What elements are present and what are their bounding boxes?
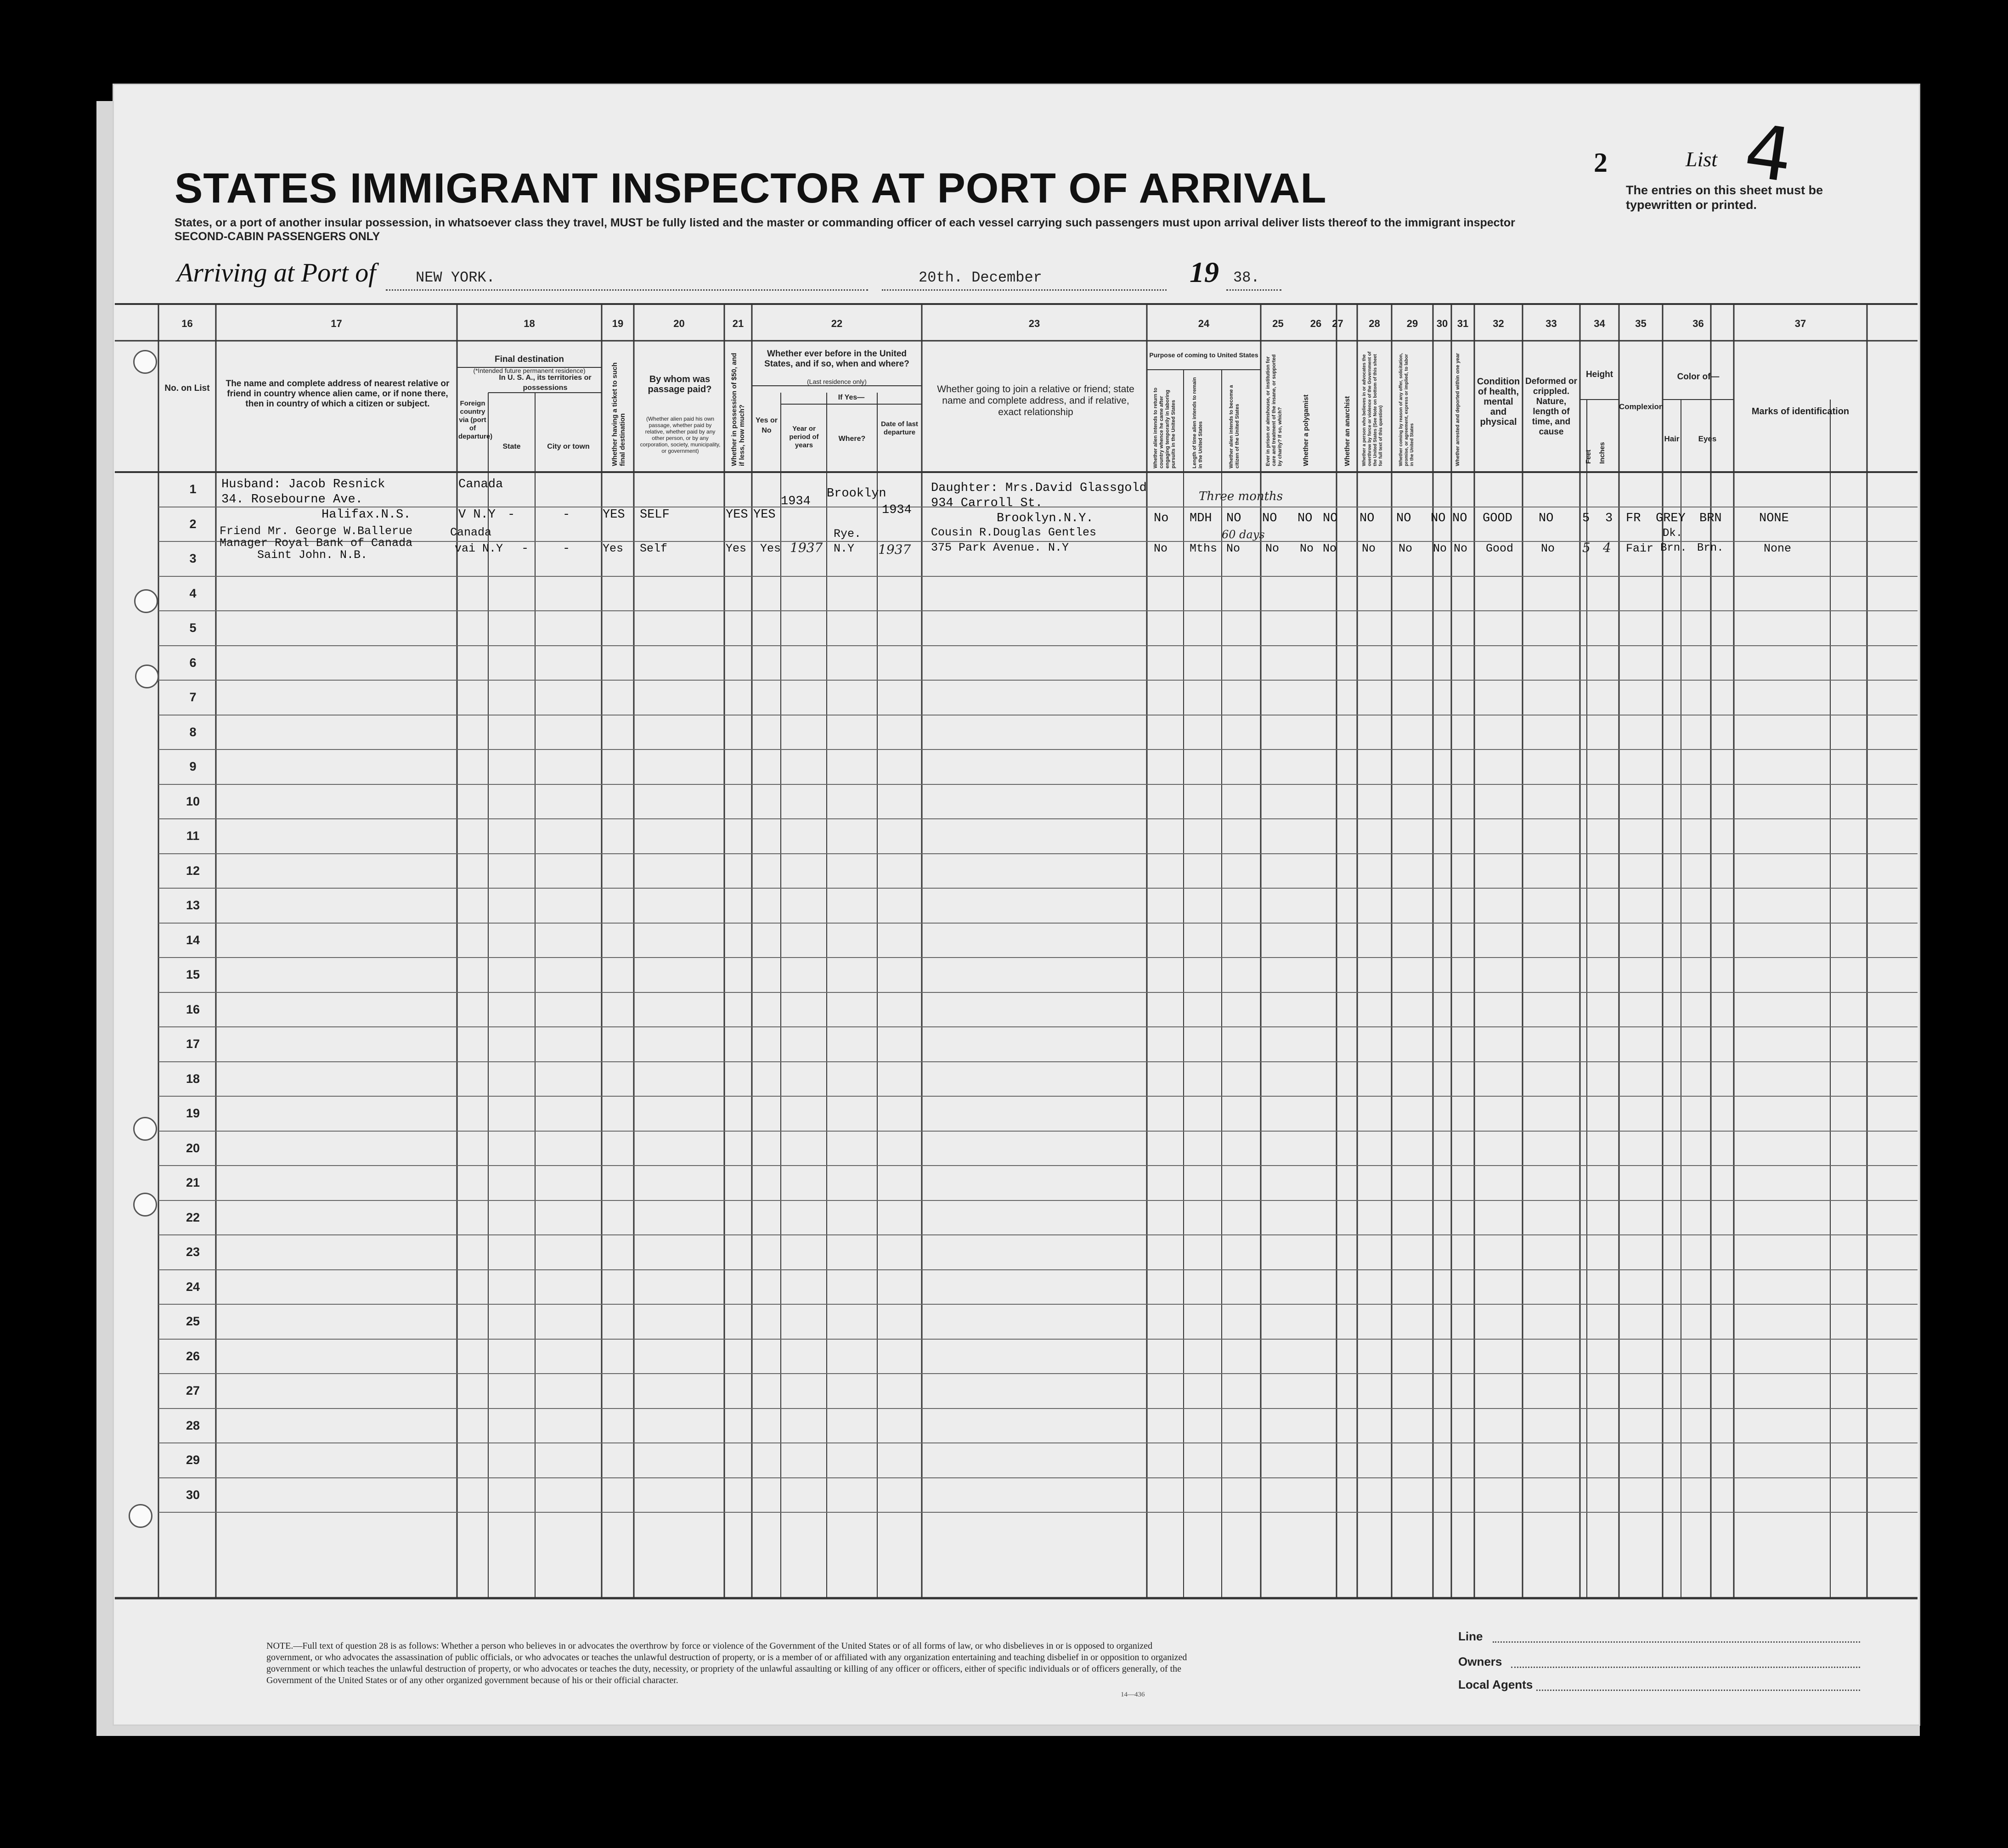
row1-polygamist: NO [1297, 512, 1313, 525]
row1-joining-line3: Brooklyn.N.Y. [997, 512, 1094, 525]
row1-anarchist: NO [1323, 512, 1338, 525]
header-date-departure: Date of last departure [881, 420, 918, 436]
row1-length: MDH [1190, 512, 1212, 525]
row-number: 19 [186, 1106, 200, 1120]
binder-hole [135, 665, 159, 688]
header-p24a: Whether alien intends to return to country whence he came after engaging temporarily in laboring pursuits in the United States [1153, 387, 1176, 468]
header-p24b: Length of time alien intends to remain in the United States [1192, 377, 1203, 468]
header-inches: Inches [1598, 442, 1606, 464]
header-anarchist: Whether an anarchist [1343, 396, 1351, 466]
row2-q29: No [1399, 542, 1413, 555]
row2-joining-line2: 375 Park Avenue. N.Y [931, 541, 1069, 554]
arriving-label: Arriving at Port of [177, 258, 376, 287]
row1-ticket: YES [603, 508, 625, 522]
row2-city: - [563, 542, 570, 556]
row1-joining-line1: Daughter: Mrs.David Glassgold [931, 481, 1147, 495]
row1-q31: NO [1452, 512, 1467, 525]
list-number: 4 [1739, 107, 1798, 199]
row2-return: No [1154, 542, 1168, 555]
row-number: 23 [186, 1245, 200, 1259]
row2-departed: 1937 [878, 542, 911, 557]
subtitle-line-1: States, or a port of another insular possession, in whatsoever class they travel, MUST be fully listed and the master or commanding officer of each vessel carrying such passengers must upon arrival deliver lists thereof to the immigrant inspector [175, 216, 1515, 229]
row2-eyes: Brn. [1697, 542, 1724, 554]
header-joining: Whether going to join a relative or friend; state name and complete address, and if relative, exact relationship [937, 384, 1134, 417]
header-relative: The name and complete address of nearest relative or friend in country whence alien came, or if none there, then in country of which a citizen or subject. [226, 379, 450, 409]
row2-money: Yes [726, 542, 747, 555]
row-number: 8 [189, 725, 197, 739]
row2-where-line2: N.Y [834, 542, 855, 555]
row1-city: - [563, 508, 570, 522]
header-year-period: Year or period of years [789, 425, 819, 449]
year-prefix: 19 [1190, 256, 1219, 288]
row2-q30: No [1433, 542, 1447, 555]
row-number: 29 [186, 1453, 200, 1467]
header-where: Where? [838, 435, 866, 443]
row1-complexion: FR [1626, 512, 1641, 525]
row-number: 18 [186, 1072, 200, 1086]
header-height: Height [1585, 370, 1613, 379]
colnum-17: 17 [331, 318, 342, 329]
colnum-36: 36 [1692, 318, 1704, 329]
list-label: List [1686, 147, 1718, 171]
row1-q30: NO [1431, 512, 1446, 525]
owners-field [1511, 1667, 1860, 1668]
question-28-note: NOTE.—Full text of question 28 is as follows: Whether a person who believes in or advocates the overthrow by force or violence of the Government of the United States or of all forms of law, or who disbelieves in or is opposed to organized government, or who advocates the assassination of public officials, or who advocates or teaches the unlawful destruction of property, or is a member of or affiliated with any organization entertaining and teaching disbelief in or opposition to organized government or which teaches the unlawful destruction of property, or who advocates or teaches the duty, necessity, or propriety of the unlawful assaulting or killing of any officer or officers, either of specific individuals or of officers generally, of the Government of the United States or of any other organized government because of his or their official character. [266, 1641, 1187, 1685]
row1-marks: NONE [1759, 512, 1789, 525]
row-number: 6 [189, 656, 197, 670]
row-number: 17 [186, 1037, 200, 1051]
row-number: 26 [186, 1349, 200, 1363]
colnum-20: 20 [673, 318, 685, 329]
row1-deformed: NO [1539, 512, 1554, 525]
row2-health: Good [1486, 542, 1514, 555]
row-number: 9 [189, 760, 197, 773]
row-number: 4 [189, 586, 197, 600]
row-number: 20 [186, 1141, 200, 1155]
header-q28: Whether a person who believes in or advocates the overthrow by force or violence of the Government of the United States (See Note on bottom of this sheet for full text of this question) [1362, 351, 1383, 466]
row2-marks: None [1764, 542, 1792, 555]
header-health: Condition of health, mental and physical [1477, 377, 1520, 427]
row2-state: - [521, 542, 529, 556]
row2-deformed: No [1541, 542, 1555, 555]
header-purpose: Purpose of coming to United States [1149, 351, 1258, 359]
header-deformed: Deformed or crippled. Nature, length of time, and cause [1525, 377, 1577, 437]
header-passage-note: (Whether alien paid his own passage, whether paid by relative, whether paid by any other person, or by any corporation, society, municipality, or government) [640, 416, 721, 454]
header-city: City or town [547, 443, 590, 451]
row2-ever-before: Yes [760, 542, 781, 555]
row-number: 16 [186, 1003, 200, 1016]
header-complexion: Complexion [1619, 402, 1664, 411]
row2-q28: No [1362, 542, 1376, 555]
row1-passage-paid: SELF [640, 508, 670, 522]
row1-relative-line1: Husband: Jacob Resnick [221, 478, 385, 491]
row1-departed: 1934 [882, 503, 912, 517]
row2-year: 1937 [790, 540, 823, 555]
row1-relative-line2: 34. Rosebourne Ave. [221, 493, 363, 507]
row-number: 2 [189, 517, 197, 531]
row1-prison: NO [1262, 512, 1277, 525]
colnum-18: 18 [524, 318, 535, 329]
colnum-32: 32 [1493, 318, 1504, 329]
colnum-34: 34 [1594, 318, 1605, 329]
row2-inches: 4 [1603, 540, 1611, 555]
colnum-37: 37 [1794, 318, 1806, 329]
header-ever-before: Whether ever before in the United States, and if so, when and where? [764, 349, 909, 369]
colnum-28: 28 [1369, 318, 1380, 329]
row2-length-note: 60 days [1222, 528, 1265, 541]
colnum-21: 21 [732, 318, 744, 329]
row-number: 25 [186, 1314, 200, 1328]
row2-passage-paid: Self [640, 542, 668, 555]
header-in-usa: In U. S. A., its territories or possessions [499, 374, 592, 392]
row-number: 10 [186, 794, 200, 808]
colnum-16: 16 [181, 318, 193, 329]
form-title: STATES IMMIGRANT INSPECTOR AT PORT OF ARRIVAL [175, 165, 1327, 212]
row1-feet: 5 [1582, 512, 1590, 525]
row2-where-line1: Rye. [834, 527, 862, 541]
colnum-25: 25 [1272, 318, 1284, 329]
colnum-35: 35 [1635, 318, 1647, 329]
line-field [1493, 1641, 1860, 1643]
row-number: 3 [189, 552, 197, 565]
colnum-29: 29 [1406, 318, 1418, 329]
row2-hair-line2: Brn. [1660, 542, 1687, 554]
binder-hole [133, 350, 157, 374]
row-number: 24 [186, 1280, 200, 1294]
header-polygamist: Whether a polygamist [1302, 394, 1310, 466]
header-foreign-country: Foreign country via (port of departure) [458, 400, 493, 440]
row2-relative-line3: Saint John. N.B. [257, 548, 368, 562]
colnum-30: 30 [1436, 318, 1448, 329]
row1-money: YES [726, 508, 748, 522]
row-number: 1 [189, 482, 197, 496]
row-number: 30 [186, 1488, 200, 1502]
colnum-23: 23 [1028, 318, 1040, 329]
binder-hole [133, 1193, 157, 1217]
row1-joining-line2: 934 Carroll St. [931, 496, 1043, 510]
year-suffix: 38. [1233, 269, 1260, 286]
row-number: 28 [186, 1419, 200, 1432]
row1-citizen: NO [1226, 512, 1241, 525]
row2-complexion: Fair [1626, 542, 1654, 555]
header-marks: Marks of identification [1751, 406, 1850, 417]
row-number: 11 [186, 829, 200, 843]
row2-prison: No [1265, 542, 1280, 555]
row2-length: Mths [1190, 542, 1218, 555]
row1-q29: NO [1396, 512, 1411, 525]
colnum-33: 33 [1545, 318, 1557, 329]
row1-state: - [508, 508, 515, 522]
header-no-on-list: No. on List [164, 383, 210, 393]
header-possession-50: Whether in possession of $50, and if less, how much? [730, 353, 746, 466]
row1-inches: 3 [1605, 512, 1613, 525]
colnum-24: 24 [1198, 318, 1210, 329]
binder-hole [134, 589, 158, 613]
subtitle-line-2: SECOND-CABIN PASSENGERS ONLY [175, 230, 380, 243]
row-number: 22 [186, 1211, 200, 1224]
row-number: 21 [186, 1176, 200, 1189]
row1-year: 1934 [781, 495, 811, 508]
header-ticket: Whether having a ticket to such final destination [611, 362, 626, 466]
header-state: State [502, 443, 521, 451]
colnum-22: 22 [831, 318, 843, 329]
row-number: 12 [186, 864, 200, 878]
row-number: 14 [186, 933, 200, 947]
header-yes-no: Yes or No [755, 417, 778, 434]
row-number: 7 [189, 690, 197, 704]
local-agents-label: Local Agents [1458, 1678, 1533, 1691]
row1-where: Brooklyn [827, 487, 886, 501]
colnum-19: 19 [612, 318, 624, 329]
row1-return: No [1154, 512, 1169, 525]
row2-country-line1: Canada [450, 526, 492, 539]
row2-joining-line1: Cousin R.Douglas Gentles [931, 526, 1097, 539]
row1-country-line2: V N.Y [458, 508, 496, 522]
row2-citizen: No [1226, 542, 1241, 555]
row2-relative-line2: Manager Royal Bank of Canada [220, 536, 413, 550]
row-number: 15 [186, 968, 200, 981]
header-if-yes: If Yes— [838, 394, 865, 401]
row1-hair: GREY [1656, 512, 1686, 525]
row1-length-note: Three months [1199, 490, 1283, 503]
row1-ever-before: YES [753, 508, 776, 522]
arrival-date: 20th. December [919, 269, 1042, 286]
colnum-27: 27 [1332, 318, 1343, 329]
row1-q28: NO [1359, 512, 1375, 525]
row1-relative-line3: Halifax.N.S. [322, 508, 411, 522]
row2-hair-line1: Dk. [1663, 527, 1683, 540]
row2-q31: No [1454, 542, 1468, 555]
form-number: 14—436 [1121, 1691, 1145, 1698]
page-number: 2 [1594, 147, 1608, 178]
header-passage-paid: By whom was passage paid? [648, 374, 712, 394]
header-feet: Feet [1585, 450, 1592, 464]
header-prison: Ever in prison or almshouse, or institution for care and treatment of the insane, or supported by charity? If so, which? [1265, 354, 1283, 466]
header-eyes: Eyes [1698, 434, 1717, 443]
colnum-31: 31 [1457, 318, 1469, 329]
line-label: Line [1458, 1629, 1483, 1643]
header-final-destination-note: (*Intended future permanent residence) [473, 367, 586, 374]
binder-hole [129, 1504, 152, 1528]
row2-feet: 5 [1582, 540, 1591, 555]
arrival-port: NEW YORK. [416, 269, 495, 286]
row2-relative-line1: Friend Mr. George W.Ballerue [220, 524, 413, 538]
header-color-of: Color of— [1677, 372, 1720, 382]
colnum-26: 26 [1310, 318, 1322, 329]
header-hair: Hair [1664, 434, 1680, 443]
row2-anarchist: No [1323, 542, 1337, 555]
header-p24c: Whether alien intends to become a citizen of the United States [1229, 385, 1240, 468]
entries-note: The entries on this sheet must be typewritten or printed. [1626, 183, 1823, 212]
row2-polygamist: No [1300, 542, 1314, 555]
header-q30: Whether arrested and deported within one year [1455, 353, 1461, 466]
owners-label: Owners [1458, 1655, 1502, 1668]
header-q29: Whether coming by reason of any offer, solicitation, promise, or agreement, express or implied, to labor in the United States [1399, 353, 1415, 466]
row-number: 13 [186, 898, 200, 912]
header-final-destination: Final destination [495, 355, 564, 364]
row2-ticket: Yes [603, 542, 624, 555]
binder-hole [133, 1117, 157, 1141]
row1-health: GOOD [1483, 512, 1512, 525]
row-number: 27 [186, 1384, 200, 1397]
row2-country-line2: vai N.Y [455, 542, 503, 555]
header-last-residence: (Last residence only) [807, 378, 867, 385]
row1-eyes: BRN [1699, 512, 1722, 525]
row-number: 5 [189, 621, 197, 635]
row1-country-line1: Canada [458, 478, 503, 491]
local-agents-field [1536, 1690, 1860, 1691]
